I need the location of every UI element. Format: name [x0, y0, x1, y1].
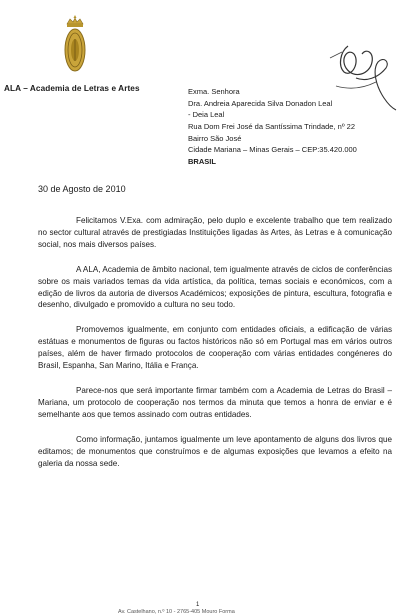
- page-number: 1: [196, 602, 200, 608]
- recipient-line: - Deia Leal: [188, 110, 225, 120]
- letter-body: [38, 215, 392, 482]
- body-paragraph: A ALA, Academia de âmbito nacional, tem igualmente através de ciclos de conferências sobre os mais variados temas da vida artística, da política, temas sociais e económicos, com a edição de livros da autoria de diversos Académicos; exposições de pintura, escultura, fotografia e desenho, divulgado e promovido a cultura no seu todo.: [38, 264, 392, 310]
- body-paragraph: Como informação, juntamos igualmente um leve apontamento de alguns dos livros que editamos; de monumentos que construímos e de algumas exposições que levamos a efeito na galeria da nossa sede.: [38, 434, 392, 468]
- organization-name: ALA – Academia de Letras e Artes: [4, 84, 140, 93]
- recipient-line: Exma. Senhora: [188, 87, 240, 96]
- recipient-line: Cidade Mariana – Minas Gerais – CEP:35.420.000: [188, 145, 357, 155]
- recipient-address-block: [188, 86, 357, 168]
- recipient-line: Rua Dom Frei José da Santíssima Trindade, nº 22: [188, 122, 355, 132]
- body-paragraph: Felicitamos V.Exa. com admiração, pelo duplo e excelente trabalho que tem realizado no sector cultural através de prestigiadas Instituições ligadas às Artes, às Letras e à comunicação social, nos mais diversos países.: [38, 216, 392, 249]
- recipient-line: Bairro São José: [188, 133, 242, 143]
- footer-address: Av. Castelhano, n.º 10 - 2765-405 Mouro Forma: [118, 609, 235, 615]
- academy-emblem-icon: [62, 14, 88, 74]
- recipient-line: Dra. Andreia Aparecida Silva Donadon Leal: [188, 98, 333, 108]
- body-paragraph: Promovemos igualmente, em conjunto com entidades oficiais, a edificação de várias estátuas e monumentos de figuras ou factos históricos não só em Portugal mas em vários outros países, além de haver firmado protocolos de cooperação com várias entidades congéneres do Brasil, Espanha, San Marino, Itália e França.: [38, 325, 392, 371]
- body-paragraph: Parece-nos que será importante firmar também com a Academia de Letras do Brasil – Mariana, um protocolo de cooperação nos termos da minuta que temos a honra de enviar e é semelhante aos que temos assinado com outras entidades.: [38, 385, 392, 419]
- letter-date: 30 de Agosto de 2010: [38, 184, 126, 194]
- recipient-country: BRASIL: [188, 157, 216, 167]
